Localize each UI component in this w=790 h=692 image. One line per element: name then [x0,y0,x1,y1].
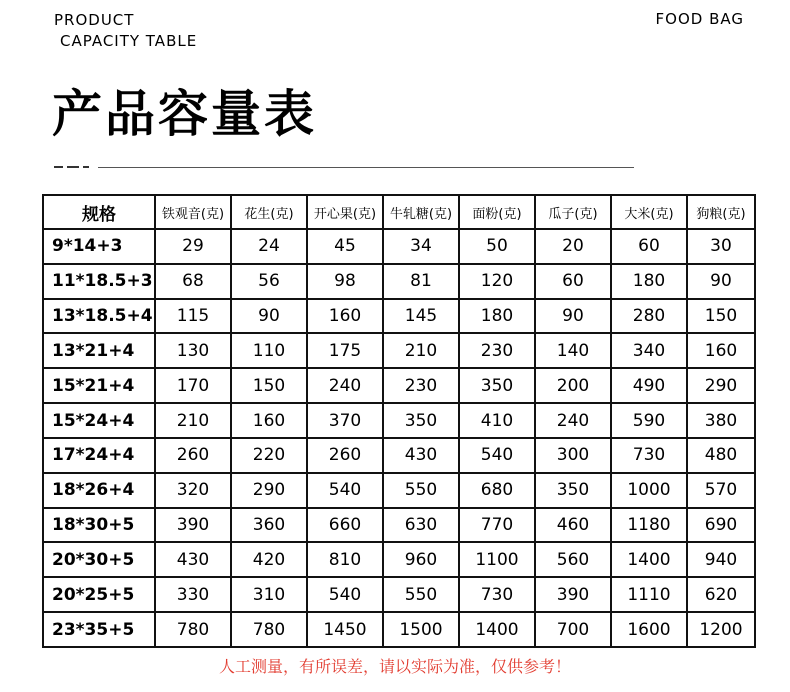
table-row [43,542,755,577]
page-title: 产品容量表 [52,85,317,143]
capacity-cell: 290 [231,473,307,508]
capacity-cell: 280 [611,299,687,334]
capacity-cell: 1000 [611,473,687,508]
column-header: 面粉(克) [459,195,535,229]
row-spec-cell: 18*30+5 [43,508,155,543]
capacity-cell: 29 [155,229,231,264]
capacity-cell: 98 [307,264,383,299]
capacity-cell: 150 [687,299,755,334]
row-spec-cell: 13*18.5+4 [43,299,155,334]
capacity-cell: 240 [535,403,611,438]
capacity-cell: 1110 [611,577,687,612]
header-capacity-label: CAPACITY TABLE [60,32,198,50]
capacity-cell: 570 [687,473,755,508]
capacity-cell: 110 [231,333,307,368]
column-header: 瓜子(克) [535,195,611,229]
capacity-cell: 180 [459,299,535,334]
column-header-spec: 规格 [43,195,155,229]
row-spec-cell: 15*24+4 [43,403,155,438]
column-header: 狗粮(克) [687,195,755,229]
capacity-cell: 320 [155,473,231,508]
table-row [43,612,755,647]
capacity-cell: 150 [231,368,307,403]
capacity-cell: 940 [687,542,755,577]
table-row [43,333,755,368]
capacity-cell: 430 [383,438,459,473]
row-spec-cell: 9*14+3 [43,229,155,264]
capacity-cell: 560 [535,542,611,577]
table-row [43,368,755,403]
capacity-cell: 360 [231,508,307,543]
capacity-cell: 340 [611,333,687,368]
capacity-cell: 1180 [611,508,687,543]
capacity-cell: 780 [155,612,231,647]
capacity-cell: 730 [611,438,687,473]
header-food-bag-label: FOOD BAG [655,10,744,28]
column-header: 铁观音(克) [155,195,231,229]
capacity-cell: 630 [383,508,459,543]
capacity-cell: 290 [687,368,755,403]
capacity-cell: 230 [459,333,535,368]
capacity-cell: 810 [307,542,383,577]
capacity-cell: 350 [383,403,459,438]
capacity-cell: 160 [687,333,755,368]
capacity-cell: 260 [307,438,383,473]
table-header-row [43,195,755,229]
capacity-cell: 490 [611,368,687,403]
header-left [54,10,197,52]
capacity-cell: 350 [535,473,611,508]
capacity-cell: 145 [383,299,459,334]
capacity-cell: 410 [459,403,535,438]
capacity-cell: 120 [459,264,535,299]
capacity-cell: 50 [459,229,535,264]
capacity-cell: 160 [231,403,307,438]
table-row [43,403,755,438]
capacity-cell: 660 [307,508,383,543]
capacity-cell: 350 [459,368,535,403]
row-spec-cell: 17*24+4 [43,438,155,473]
column-header: 花生(克) [231,195,307,229]
capacity-cell: 1100 [459,542,535,577]
column-header: 牛轧糖(克) [383,195,459,229]
table-row [43,229,755,264]
capacity-cell: 420 [231,542,307,577]
decorative-dashes [54,166,90,168]
capacity-cell: 68 [155,264,231,299]
capacity-cell: 130 [155,333,231,368]
capacity-cell: 175 [307,333,383,368]
header-product-label: PRODUCT [54,11,135,29]
divider-line [98,167,634,168]
capacity-cell: 56 [231,264,307,299]
capacity-cell: 960 [383,542,459,577]
table-row [43,473,755,508]
capacity-cell: 690 [687,508,755,543]
capacity-cell: 1400 [611,542,687,577]
capacity-cell: 230 [383,368,459,403]
capacity-cell: 700 [535,612,611,647]
capacity-cell: 730 [459,577,535,612]
row-spec-cell: 23*35+5 [43,612,155,647]
capacity-cell: 540 [459,438,535,473]
capacity-cell: 60 [535,264,611,299]
capacity-cell: 115 [155,299,231,334]
capacity-cell: 45 [307,229,383,264]
capacity-cell: 1450 [307,612,383,647]
table-row [43,508,755,543]
row-spec-cell: 11*18.5+3 [43,264,155,299]
capacity-cell: 1600 [611,612,687,647]
column-header: 开心果(克) [307,195,383,229]
row-spec-cell: 18*26+4 [43,473,155,508]
table-row [43,577,755,612]
capacity-cell: 430 [155,542,231,577]
capacity-cell: 460 [535,508,611,543]
capacity-cell: 240 [307,368,383,403]
capacity-cell: 34 [383,229,459,264]
row-spec-cell: 13*21+4 [43,333,155,368]
capacity-cell: 330 [155,577,231,612]
capacity-cell: 260 [155,438,231,473]
capacity-cell: 170 [155,368,231,403]
capacity-cell: 90 [231,299,307,334]
capacity-cell: 680 [459,473,535,508]
table-row [43,438,755,473]
capacity-cell: 390 [155,508,231,543]
capacity-cell: 60 [611,229,687,264]
capacity-cell: 90 [687,264,755,299]
capacity-cell: 780 [231,612,307,647]
table-row [43,299,755,334]
capacity-cell: 90 [535,299,611,334]
capacity-cell: 310 [231,577,307,612]
capacity-cell: 1500 [383,612,459,647]
capacity-cell: 81 [383,264,459,299]
column-header: 大米(克) [611,195,687,229]
capacity-cell: 160 [307,299,383,334]
capacity-cell: 380 [687,403,755,438]
capacity-cell: 140 [535,333,611,368]
table-row [43,264,755,299]
capacity-cell: 1400 [459,612,535,647]
capacity-cell: 1200 [687,612,755,647]
capacity-cell: 20 [535,229,611,264]
capacity-cell: 30 [687,229,755,264]
table-body [43,229,755,647]
capacity-cell: 220 [231,438,307,473]
capacity-cell: 540 [307,577,383,612]
row-spec-cell: 20*25+5 [43,577,155,612]
capacity-cell: 590 [611,403,687,438]
capacity-cell: 200 [535,368,611,403]
capacity-table [42,194,756,648]
capacity-cell: 370 [307,403,383,438]
capacity-cell: 180 [611,264,687,299]
capacity-cell: 540 [307,473,383,508]
capacity-cell: 300 [535,438,611,473]
row-spec-cell: 15*21+4 [43,368,155,403]
capacity-cell: 770 [459,508,535,543]
capacity-cell: 210 [155,403,231,438]
capacity-cell: 24 [231,229,307,264]
capacity-cell: 550 [383,473,459,508]
disclaimer-note: 人工测量，有所误差，请以实际为准，仅供参考！ [218,657,571,676]
capacity-cell: 550 [383,577,459,612]
capacity-cell: 390 [535,577,611,612]
capacity-cell: 210 [383,333,459,368]
row-spec-cell: 20*30+5 [43,542,155,577]
capacity-cell: 480 [687,438,755,473]
capacity-cell: 620 [687,577,755,612]
